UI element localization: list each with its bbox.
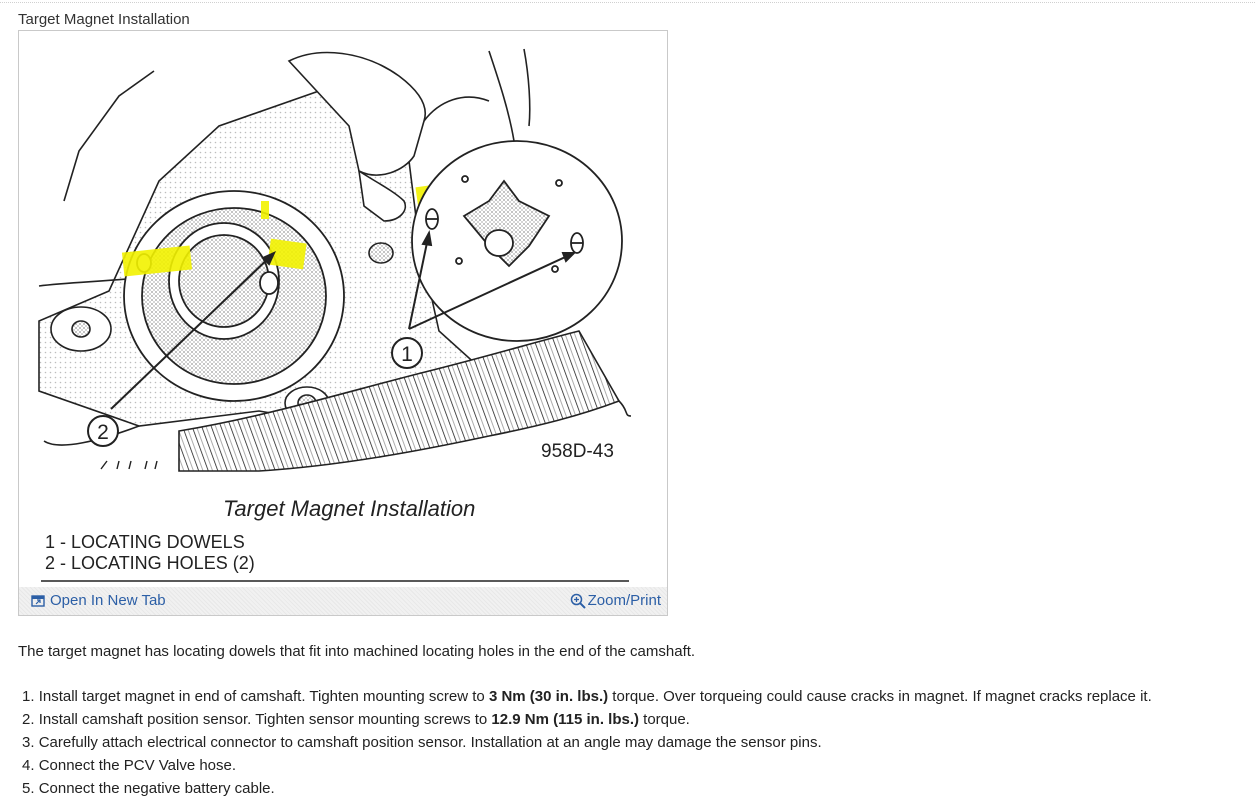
- top-divider: [0, 2, 1255, 3]
- step-text: Carefully attach electrical connector to camshaft position sensor. Installation at an angle may damage the sensor pins.: [38, 734, 822, 751]
- step-text: torque. Over torqueing could cause cracks in magnet. If magnet cracks replace it.: [608, 688, 1152, 705]
- open-in-new-tab-label[interactable]: Open In New Tab: [50, 592, 166, 609]
- step-number: 2.: [22, 711, 35, 728]
- svg-text:1: 1: [401, 343, 413, 366]
- figure-illustration: [19, 31, 667, 587]
- section-title: Target Magnet Installation: [18, 11, 190, 28]
- step-text: torque.: [638, 711, 690, 728]
- list-item: [22, 756, 1152, 779]
- callout-2: [88, 416, 118, 446]
- list-item: [22, 710, 1152, 733]
- step-text: Connect the PCV Valve hose.: [38, 757, 237, 774]
- zoom-print-link[interactable]: [570, 592, 661, 609]
- figure-caption-title: Target Magnet Installation: [223, 496, 476, 521]
- zoom-print-label[interactable]: Zoom/Print: [587, 592, 661, 609]
- figure-toolbar: [19, 587, 667, 615]
- figure-frame: [18, 30, 668, 616]
- step-number: 3.: [22, 734, 35, 751]
- step-number: 1.: [22, 688, 35, 705]
- figure-code: 958D-43: [541, 441, 614, 462]
- instruction-list: [22, 687, 1152, 802]
- list-item: [22, 687, 1152, 710]
- tick-marks: [101, 461, 157, 469]
- list-item: [22, 779, 1152, 802]
- legend-item: 1 - LOCATING DOWELS: [45, 532, 245, 552]
- magnifier-plus-icon: [570, 593, 586, 609]
- step-text: Install camshaft position sensor. Tighten sensor mounting screws to: [38, 711, 492, 728]
- list-item: [22, 733, 1152, 756]
- intro-paragraph: The target magnet has locating dowels that fit into machined locating holes in the end of the camshaft.: [18, 643, 696, 660]
- step-text: Install target magnet in end of camshaft. Tighten mounting screw to: [38, 688, 489, 705]
- step-number: 4.: [22, 757, 35, 774]
- step-text: Connect the negative battery cable.: [38, 780, 275, 797]
- target-magnet-disc: [412, 141, 622, 341]
- open-new-tab-icon: [31, 594, 45, 608]
- step-torque-value: 3 Nm (30 in. lbs.): [488, 688, 609, 705]
- callout-1: [392, 338, 422, 368]
- legend-item: 2 - LOCATING HOLES (2): [45, 553, 255, 573]
- step-number: 5.: [22, 780, 35, 797]
- svg-text:2: 2: [97, 421, 109, 444]
- step-torque-value: 12.9 Nm (115 in. lbs.): [491, 711, 639, 728]
- camshaft-bore: [124, 191, 344, 401]
- open-in-new-tab-link[interactable]: [31, 592, 166, 609]
